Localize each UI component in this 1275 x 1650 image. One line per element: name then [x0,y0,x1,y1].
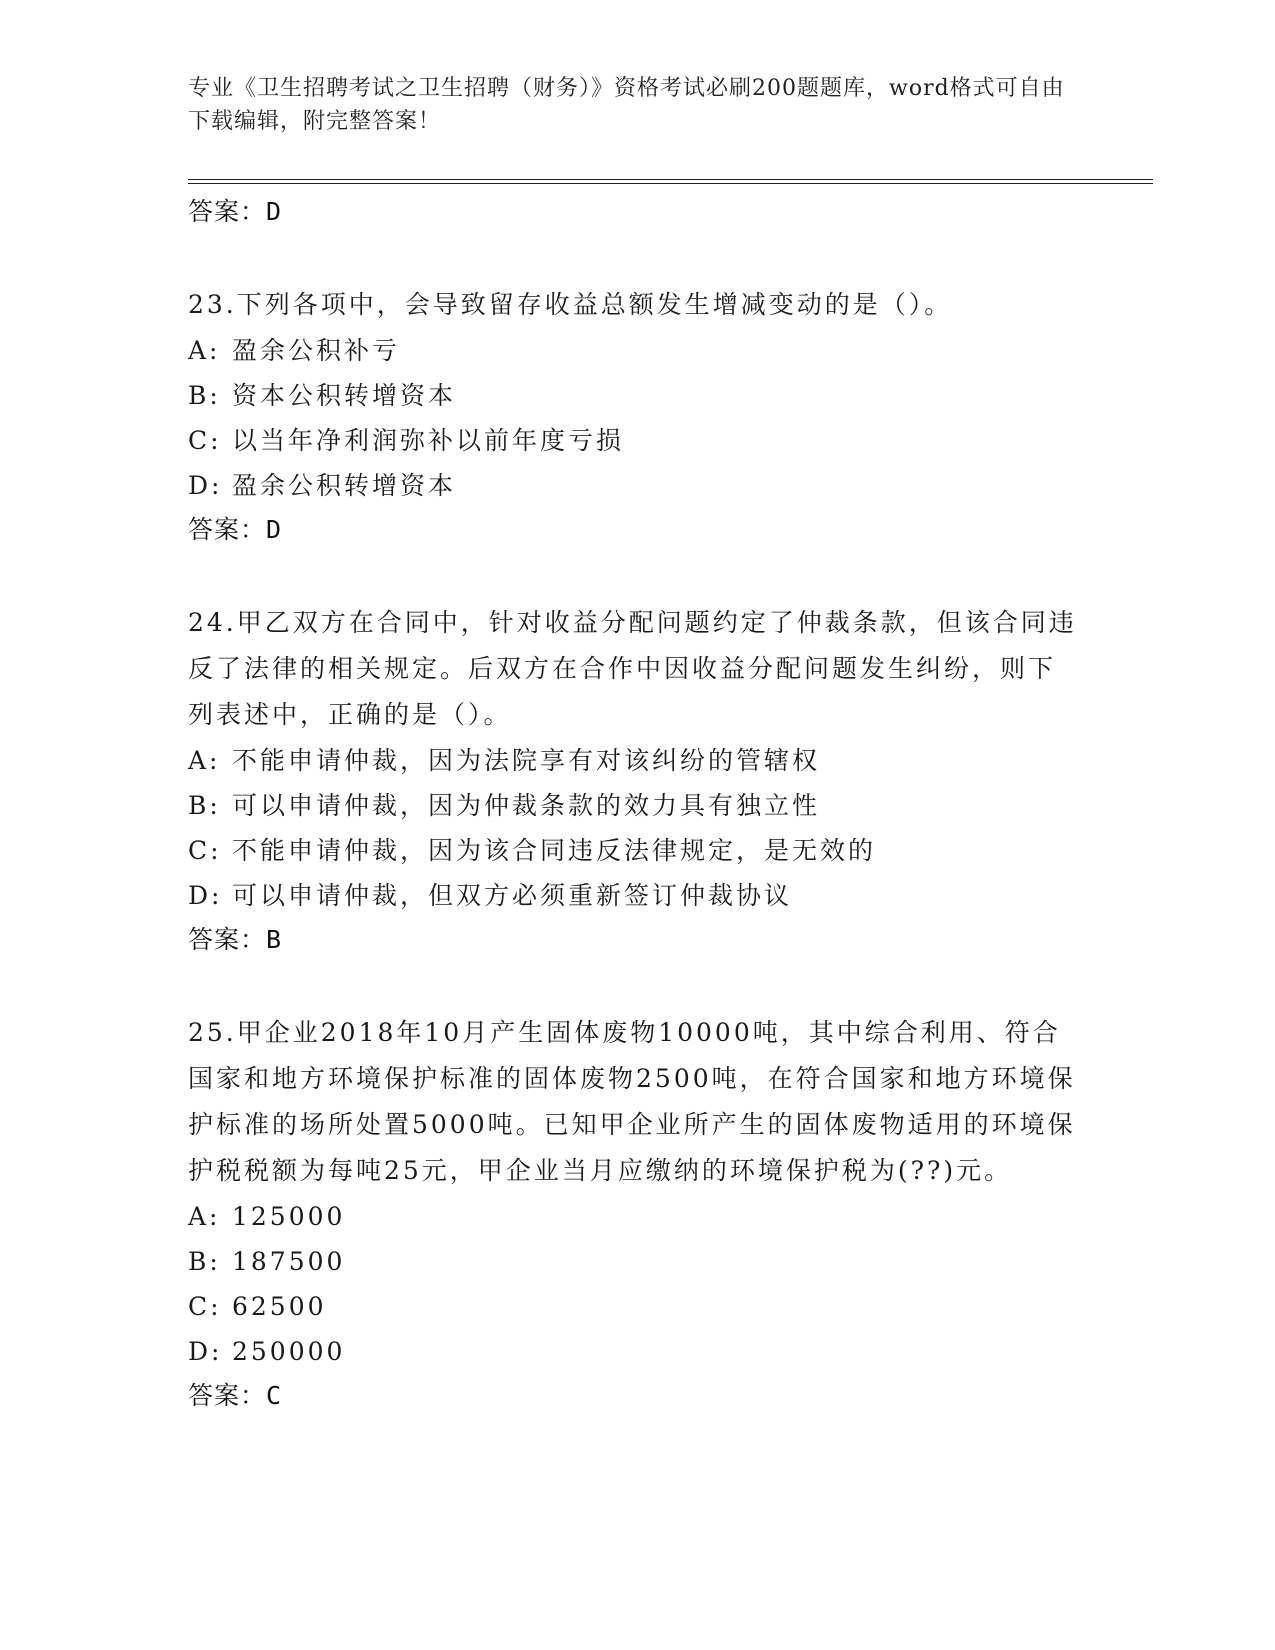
answer-line: 答案：B [188,925,283,954]
option-text: 盈余公积转增资本 [232,471,457,500]
option-text: 盈余公积补亏 [232,336,401,365]
option-c [188,418,1088,463]
option-letter: A: [188,1202,221,1231]
option-c [188,1284,1088,1329]
question-text: 23.下列各项中，会导致留存收益总额发生增减变动的是（）。 [188,290,953,319]
option-a [188,328,1088,373]
option-d [188,1329,1088,1374]
question-24 [188,600,1088,962]
option-letter: A: [188,746,221,775]
option-letter: D: [188,471,223,500]
option-text: 250000 [232,1337,346,1366]
option-b [188,783,1088,828]
option-letter: B: [188,1247,221,1276]
option-a [188,738,1088,783]
option-letter: A: [188,336,221,365]
option-text: 以当年净利润弥补以前年度亏损 [232,426,625,455]
option-b [188,373,1088,418]
option-text: 可以申请仲裁，但双方必须重新签订仲裁协议 [232,881,793,910]
option-text: 不能申请仲裁，因为法院享有对该纠纷的管辖权 [232,746,821,775]
option-letter: B: [188,381,221,410]
question-text: 24.甲乙双方在合同中，针对收益分配问题约定了仲裁条款，但该合同违反了法律的相关规定。后双方在合作中因收益分配问题发生纠纷，则下列表述中，正确的是（）。 [188,608,1077,729]
option-letter: C: [188,426,222,455]
option-d [188,463,1088,508]
option-text: 不能申请仲裁，因为该合同违反法律规定，是无效的 [232,836,877,865]
option-b [188,1239,1088,1284]
header-divider [188,179,1153,180]
question-25 [188,1010,1088,1418]
option-letter: D: [188,881,223,910]
header-divider-secondary [188,183,1153,184]
option-text: 可以申请仲裁，因为仲裁条款的效力具有独立性 [232,791,821,820]
option-letter: B: [188,791,221,820]
option-letter: C: [188,836,222,865]
option-letter: C: [188,1292,222,1321]
option-a [188,1194,1088,1239]
option-c [188,828,1088,873]
option-d [188,873,1088,918]
document-header: 专业《卫生招聘考试之卫生招聘（财务）》资格考试必刷200题题库，word格式可自由下载编辑，附完整答案！ [188,76,1065,134]
question-23 [188,282,1088,552]
option-letter: D: [188,1337,223,1366]
answer-line: 答案：C [188,1381,283,1410]
option-text: 125000 [232,1202,346,1231]
option-text: 资本公积转增资本 [232,381,457,410]
question-text: 25.甲企业2018年10月产生固体废物10000吨，其中综合利用、符合国家和地方环境保护标准的固体废物2500吨，在符合国家和地方环境保护标准的场所处置5000吨。已知甲企业所产生的固体废物适用的环境保护税税额为每吨25元，甲企业当月应缴纳的环境保护税为(??)元。 [188,1018,1076,1185]
option-text: 187500 [232,1247,346,1276]
question-list [188,190,1088,1418]
answer-line: 答案：D [188,197,283,226]
option-text: 62500 [232,1292,327,1321]
answer-line: 答案：D [188,515,283,544]
